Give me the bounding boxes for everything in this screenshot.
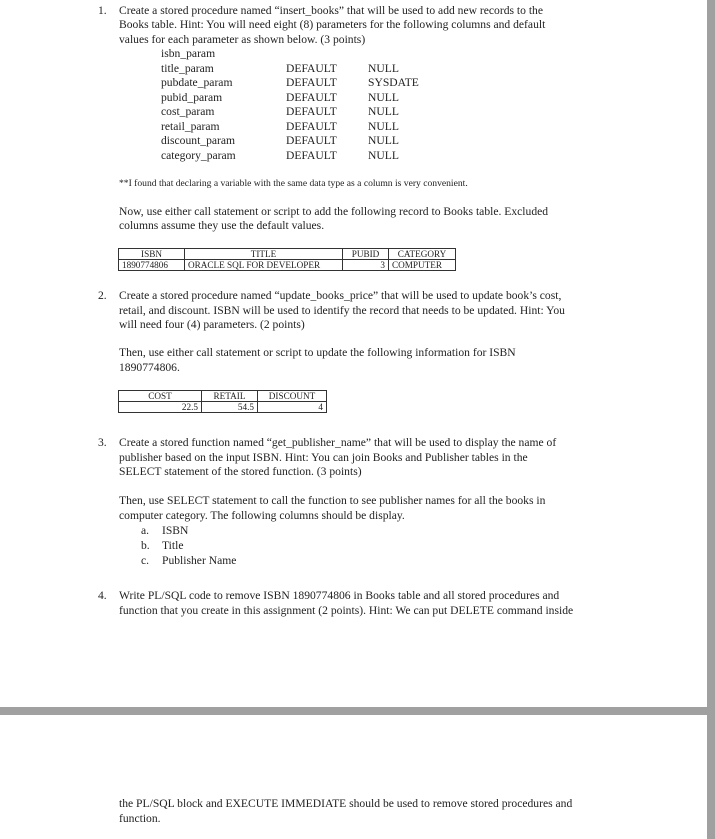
table-header-cell: TITLE bbox=[185, 249, 343, 260]
table-cell: 1890774806 bbox=[119, 260, 185, 271]
table-row bbox=[119, 260, 456, 271]
q1-number: 1. bbox=[98, 4, 107, 17]
q2-instruction: Then, use either call statement or script to update the following information for ISBN bbox=[119, 346, 516, 359]
table-header-cell: COST bbox=[119, 391, 202, 402]
list-item: ISBN bbox=[162, 524, 189, 537]
table-row bbox=[119, 402, 327, 413]
q3-number: 3. bbox=[98, 436, 107, 449]
q3-line: publisher based on the input ISBN. Hint: You can join Books and Publisher tables in the bbox=[119, 451, 528, 464]
table-header-cell: ISBN bbox=[119, 249, 185, 260]
table-cell: COMPUTER bbox=[389, 260, 456, 271]
table-header-row bbox=[119, 391, 327, 402]
list-marker: c. bbox=[141, 554, 150, 567]
q4-line: Write PL/SQL code to remove ISBN 1890774806 in Books table and all stored procedures and bbox=[119, 589, 560, 602]
param-default-keyword: DEFAULT bbox=[286, 91, 337, 104]
param-name: isbn_param bbox=[161, 47, 216, 60]
q1-line: Books table. Hint: You will need eight (8) parameters for the following columns and default bbox=[119, 18, 546, 31]
param-default-keyword: DEFAULT bbox=[286, 149, 337, 162]
q1-line: values for each parameter as shown below. (3 points) bbox=[119, 33, 366, 46]
param-default-value: SYSDATE bbox=[368, 76, 419, 89]
param-default-value: NULL bbox=[368, 91, 399, 104]
param-default-value: NULL bbox=[368, 120, 399, 133]
param-default-keyword: DEFAULT bbox=[286, 105, 337, 118]
list-marker: b. bbox=[141, 539, 150, 552]
q1-instruction: Now, use either call statement or script to add the following record to Books table. Excluded bbox=[119, 205, 549, 218]
q3-instruction: computer category. The following columns should be display. bbox=[119, 509, 405, 522]
table-cell: 54.5 bbox=[202, 402, 258, 413]
q3-line: Create a stored function named “get_publisher_name” that will be used to display the name of bbox=[119, 436, 557, 449]
table-header-cell: DISCOUNT bbox=[258, 391, 327, 402]
param-name: title_param bbox=[161, 62, 214, 75]
table-header-cell: PUBID bbox=[343, 249, 389, 260]
document-page-2 bbox=[0, 715, 707, 839]
q4-continued-line: function. bbox=[119, 812, 161, 825]
table-cell: 22.5 bbox=[119, 402, 202, 413]
param-default-value: NULL bbox=[368, 149, 399, 162]
q1-instruction: columns assume they use the default values. bbox=[119, 219, 325, 232]
q2-instruction: 1890774806. bbox=[119, 361, 180, 374]
q2-number: 2. bbox=[98, 289, 107, 302]
q2-line: will need four (4) parameters. (2 points) bbox=[119, 318, 305, 331]
q4-continued-line: the PL/SQL block and EXECUTE IMMEDIATE should be used to remove stored procedures and bbox=[119, 797, 573, 810]
param-name: pubdate_param bbox=[161, 76, 233, 89]
q4-number: 4. bbox=[98, 589, 107, 602]
q3-line: SELECT statement of the stored function. (3 points) bbox=[119, 465, 362, 478]
param-default-value: NULL bbox=[368, 134, 399, 147]
update-price-table bbox=[118, 390, 327, 413]
q3-instruction: Then, use SELECT statement to call the function to see publisher names for all the books in bbox=[119, 494, 546, 507]
q1-line: Create a stored procedure named “insert_books” that will be used to add new records to the bbox=[119, 4, 543, 17]
insert-record-table bbox=[118, 248, 456, 271]
param-default-keyword: DEFAULT bbox=[286, 134, 337, 147]
param-default-keyword: DEFAULT bbox=[286, 76, 337, 89]
list-marker: a. bbox=[141, 524, 150, 537]
table-cell: 4 bbox=[258, 402, 327, 413]
table-header-cell: CATEGORY bbox=[389, 249, 456, 260]
q1-note: **I found that declaring a variable with the same data type as a column is very convenient. bbox=[119, 178, 468, 189]
viewer-scrollbar-edge bbox=[707, 0, 715, 839]
q2-line: Create a stored procedure named “update_books_price” that will be used to update book’s cost, bbox=[119, 289, 562, 302]
param-name: category_param bbox=[161, 149, 236, 162]
param-name: pubid_param bbox=[161, 91, 223, 104]
q2-line: retail, and discount. ISBN will be used to identify the record that needs to be updated. Hint: You bbox=[119, 304, 565, 317]
table-cell: ORACLE SQL FOR DEVELOPER bbox=[185, 260, 343, 271]
param-default-keyword: DEFAULT bbox=[286, 120, 337, 133]
param-default-value: NULL bbox=[368, 105, 399, 118]
param-name: discount_param bbox=[161, 134, 236, 147]
table-header-row bbox=[119, 249, 456, 260]
param-default-value: NULL bbox=[368, 62, 399, 75]
table-cell: 3 bbox=[343, 260, 389, 271]
page-break bbox=[0, 707, 715, 715]
table-header-cell: RETAIL bbox=[202, 391, 258, 402]
param-name: retail_param bbox=[161, 120, 220, 133]
q4-line: function that you create in this assignment (2 points). Hint: We can put DELETE command inside bbox=[119, 604, 574, 617]
param-name: cost_param bbox=[161, 105, 215, 118]
list-item: Publisher Name bbox=[162, 554, 237, 567]
list-item: Title bbox=[162, 539, 184, 552]
param-default-keyword: DEFAULT bbox=[286, 62, 337, 75]
